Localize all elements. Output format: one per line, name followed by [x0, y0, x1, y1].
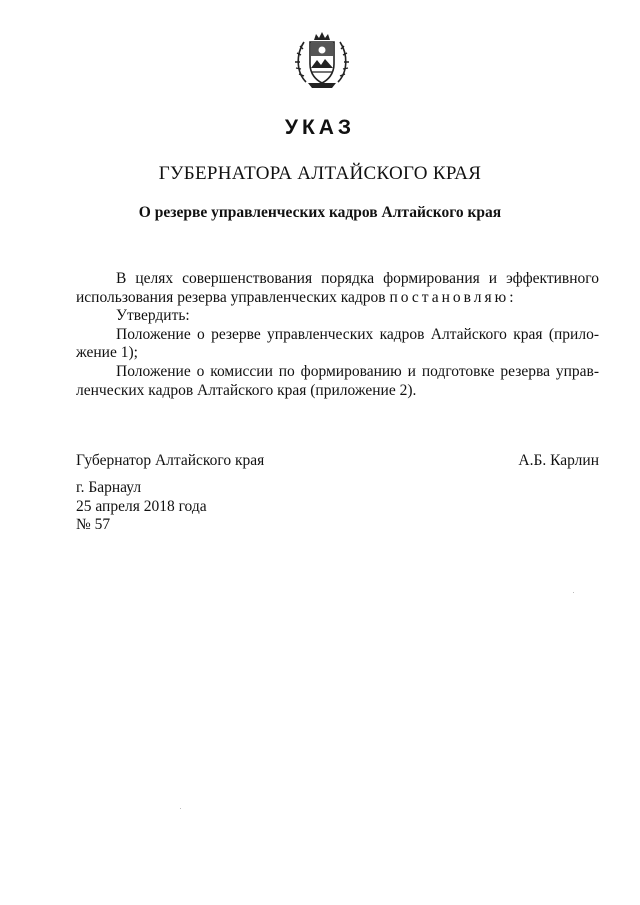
- scan-speck: [573, 592, 574, 593]
- resolution-word: постановляю:: [389, 288, 517, 306]
- item-1-line-1: Положение о резерве управленческих кадров Алтайского края (прило-: [116, 325, 599, 343]
- issuer-subtitle: ГУБЕРНАТОРА АЛТАЙСКОГО КРАЯ: [158, 163, 482, 184]
- signer-name: А.Б. Карлин: [518, 452, 599, 469]
- scan-speck: [180, 808, 181, 809]
- item-1-line-2: жение 1);: [76, 344, 138, 362]
- approve-line: Утвердить:: [116, 307, 190, 325]
- signer-role: Губернатор Алтайского края: [76, 452, 265, 469]
- body-paragraph-1-line-1: В целях совершенствования порядка формирования и эффективного: [116, 270, 599, 287]
- body-paragraph-1-line-2-text: использования резерва управленческих кадров: [76, 288, 390, 306]
- item-2-line-2: ленческих кадров Алтайского края (приложение 2).: [76, 381, 417, 399]
- altai-krai-coat-of-arms-icon: [292, 30, 352, 92]
- decree-heading: О резерве управленческих кадров Алтайского края: [138, 204, 502, 221]
- document-type-title: УКАЗ: [284, 116, 356, 139]
- place-date-block: [76, 479, 207, 535]
- body-paragraph-1-line-2: [76, 289, 599, 308]
- item-2-line-1: Положение о комиссии по формированию и подготовке резерва управ-: [116, 362, 599, 380]
- decree-body: [76, 270, 599, 400]
- place: г. Барнаул: [76, 479, 142, 496]
- date: 25 апреля 2018 года: [76, 497, 207, 515]
- decree-number: № 57: [76, 516, 111, 533]
